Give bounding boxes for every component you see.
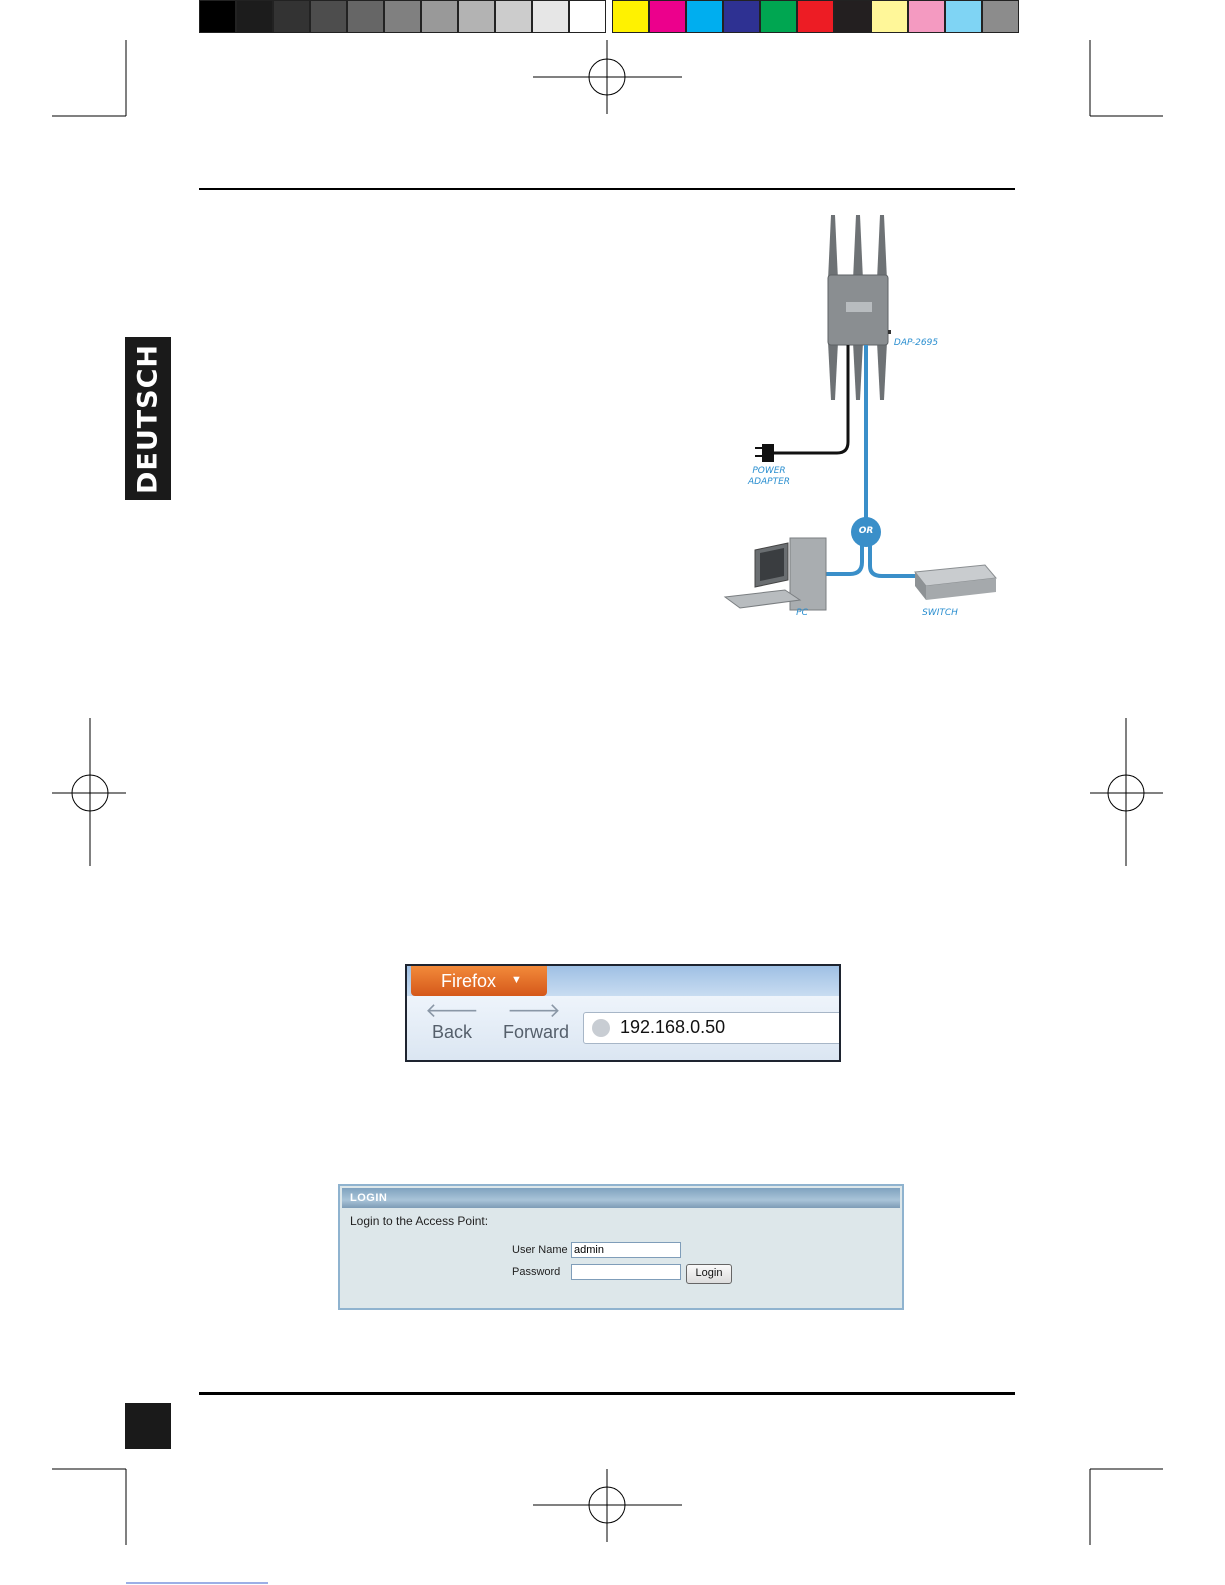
login-button[interactable]: Login: [686, 1264, 732, 1284]
forward-arrow-icon: 🡒: [507, 1000, 561, 1022]
device-label: DAP-2695: [893, 338, 939, 348]
login-header: LOGIN: [342, 1188, 900, 1208]
firefox-menu-button[interactable]: [411, 966, 547, 996]
language-tab-label: DEUTSCH: [132, 343, 164, 494]
antenna-icon: [853, 215, 863, 280]
dropdown-arrow-icon: ▼: [511, 974, 522, 986]
power-label-line2: ADAPTER: [747, 477, 791, 487]
antenna-icon: [877, 215, 887, 280]
password-input[interactable]: [571, 1264, 681, 1280]
address-bar[interactable]: [583, 1012, 841, 1044]
keyboard-icon: [725, 590, 800, 608]
username-label: User Name: [512, 1244, 568, 1256]
power-adapter-label: [745, 466, 793, 488]
network-diagram: [700, 210, 1020, 640]
back-button[interactable]: [421, 1000, 483, 1043]
pc-label: PC: [796, 608, 808, 618]
power-adapter-icon: [762, 444, 774, 462]
back-arrow-icon: 🡐: [425, 1000, 479, 1022]
power-label-line1: POWER: [752, 466, 786, 476]
antenna-icon: [828, 215, 838, 280]
username-input[interactable]: [571, 1242, 681, 1258]
back-label: Back: [431, 1022, 473, 1042]
globe-icon: [592, 1019, 610, 1037]
top-rule: [199, 188, 1015, 190]
password-label: Password: [512, 1266, 561, 1278]
forward-button[interactable]: [503, 1000, 570, 1043]
address-bar-url: 192.168.0.50: [620, 1017, 726, 1037]
antenna-icon: [853, 342, 863, 400]
bottom-rule: [199, 1392, 1015, 1395]
antenna-icon: [877, 342, 887, 400]
forward-label: Forward: [503, 1022, 570, 1042]
antenna-icon: [828, 342, 838, 400]
login-panel: [338, 1184, 904, 1310]
page-number-box: [125, 1403, 171, 1449]
login-intro: Login to the Access Point:: [350, 1214, 489, 1228]
firefox-menu-label: Firefox: [441, 971, 497, 991]
or-label: OR: [858, 526, 874, 536]
browser-toolbar: [407, 996, 839, 1060]
language-tab: [125, 337, 171, 500]
browser-screenshot: [405, 964, 841, 1062]
browser-titlebar: [407, 966, 839, 996]
switch-label: SWITCH: [922, 608, 958, 618]
